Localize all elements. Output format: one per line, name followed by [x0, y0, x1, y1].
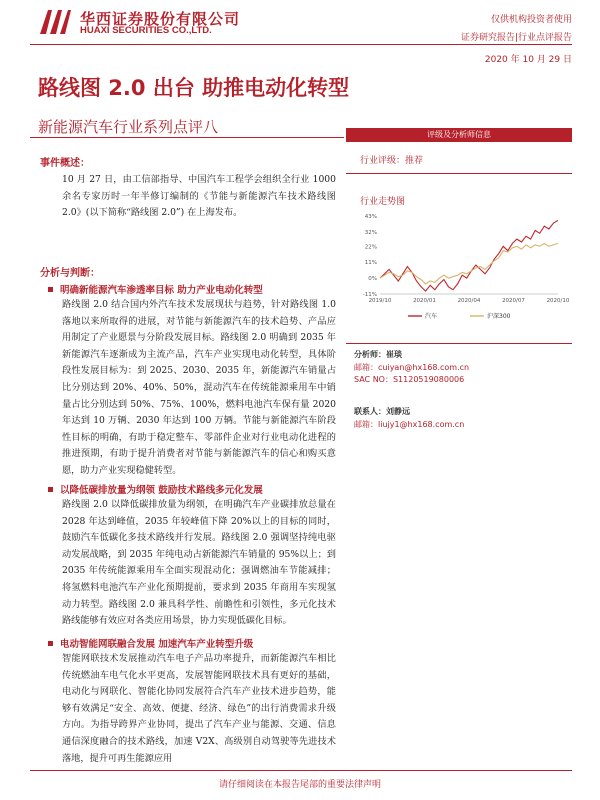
- industry-rating: 行业评级：推荐: [360, 156, 424, 166]
- report-title: 路线图 2.0 出台 助推电动化转型: [38, 76, 350, 100]
- trend-chart-label: 行业走势图: [360, 197, 406, 207]
- report-date: 2020 年 10 月 29 日: [484, 55, 572, 65]
- legal-notice[interactable]: 请仔细阅读在本报告尾部的重要法律声明: [218, 780, 381, 790]
- bullet-icon: [48, 487, 53, 492]
- report-type: 证券研究报告|行业点评报告: [460, 33, 572, 43]
- bullet-heading-3: [48, 636, 253, 650]
- company-name-cn: 华西证券股份有限公司: [80, 10, 241, 28]
- industry-trend-chart: [352, 210, 570, 335]
- sidebar-divider: [346, 173, 572, 174]
- x-tick-label: 2020/01: [413, 298, 436, 304]
- header-divider: [30, 44, 572, 45]
- bullet-heading-2: [48, 482, 263, 496]
- series-line-hs300: [380, 243, 558, 284]
- y-tick-label: -11%: [362, 292, 377, 298]
- footer-divider: [30, 770, 572, 771]
- sidebar-header: 评级及分析师信息: [346, 128, 572, 142]
- bullet-title-2: 以降低碳排放量为纲领 鼓励技术路线多元化发展: [60, 485, 263, 496]
- bullet-title-1: 明确新能源汽车渗透率目标 助力产业电动化转型: [60, 285, 263, 296]
- x-tick-label: 2019/10: [368, 298, 392, 304]
- analyst1-name: 分析师：崔琰: [354, 350, 402, 359]
- y-tick-label: 43%: [364, 214, 377, 220]
- y-tick-label: 22%: [364, 244, 377, 251]
- bullet-icon: [48, 641, 53, 646]
- company-name-en: HUAXI SECURITIES CO.,LTD.: [80, 25, 212, 36]
- bullet-paragraph-2: 路线图 2.0 以降低碳排放量为纲领，在明确汽车产业碳排放总量在 2028 年达到峰值，2035 年较峰值下降 20%以上的目标的同时，鼓励汽车低碳化多技术路线并行发展。路线图 2.0 强调坚持纯电驱动发展战略，到 2035 年纯电动占新能源汽车销量的 95%以上；到 2035 年传统能源乘用车全面实现混动化；强调燃油车节能减排；将氢燃料电池汽车产业化预期提前，要求到 2035 年商用车实现氢动力转型。路线图 2.0 兼具科学性、前瞻性和引领性，多元化技术路线能够有效应对各类应用场景，协力实现低碳化目标。: [62, 499, 336, 627]
- event-heading: 事件概述：: [40, 158, 90, 169]
- bullet-paragraph-3: 智能网联技术发展推动汽车电子产品功率提升，而新能源汽车相比传统燃油车电气化水平更高，发展智能网联技术具有更好的基础，电动化与网联化、智能化协同发展符合汽车产业技术进步趋势，能够有效满足“安全、高效、便捷、经济、绿色”的出行消费需求升级方向。为指导跨界产业协同，提出了汽车产业与能源、交通、信息通信深度融合的技术路线，加速 V2X、高级别自动驾驶等先进技术落地，提升可再生能源应用: [62, 653, 336, 763]
- x-tick-label: 2020/04: [457, 298, 481, 304]
- company-logo: [38, 8, 268, 36]
- y-tick-label: 11%: [364, 260, 377, 267]
- y-tick-label: 32%: [364, 229, 377, 236]
- event-paragraph: 10 月 27 日，由工信部指导、中国汽车工程学会组织全行业 1000 余名专家历时一年半修订编制的《节能与新能源汽车技术路线图 2.0》(以下简称“路线图 2.0”) 在上海发布。: [62, 174, 336, 219]
- legend-label: 汽车: [425, 313, 438, 320]
- analyst2-name: 联系人：刘静远: [354, 407, 410, 416]
- bullet-paragraph-1: 路线图 2.0 结合国内外汽车技术发展现状与趋势，针对路线图 1.0 落地以来所取得的进展，对节能与新能源汽车的技术趋势、产品应用制定了产业愿景与分阶段发展目标。路线图 2.0 明确到 2035 年新能源汽车逐渐成为主流产品，汽车产业实现电动化转型，具体阶段性发展目标为：到 2025、2030、2035 年，新能源汽车销量占比分别达到 20%、40%、50%，混动汽车在传统能源乘用车中销量占比分别达到 50%、75%、100%，燃料电池汽车保有量 2020 年达到 10 万辆、2030 年达到 100 万辆。节能与新能源汽车阶段性目标的明确，有助于稳定整车、零部件企业对行业电动化进程的推进预期，有助于提升消费者对节能与新能源汽车的信心和购买意愿，助力产业实现稳健转型。: [62, 299, 336, 476]
- analysis-heading: 分析与判断：: [40, 268, 100, 279]
- x-tick-label: 2020/10: [546, 298, 570, 304]
- y-tick-label: 0%: [368, 276, 377, 283]
- logo-mark-icon: [38, 8, 72, 36]
- bullet-icon: [48, 287, 53, 292]
- report-subtitle: 新能源汽车行业系列点评八: [38, 118, 219, 136]
- analyst1-sac: SAC NO：S1120519080006: [354, 375, 465, 384]
- analyst2-email[interactable]: 邮箱：liujy1@hx168.com.cn: [354, 420, 465, 429]
- bullet-title-3: 电动智能网联融合发展 加速汽车产业转型升级: [60, 639, 254, 650]
- legend-label: 沪深300: [487, 313, 511, 320]
- subtitle-divider: [30, 137, 344, 138]
- x-tick-label: 2020/07: [502, 298, 525, 304]
- sidebar-divider: [346, 343, 572, 344]
- audience-note: 仅供机构投资者使用: [490, 15, 572, 25]
- series-line-auto: [380, 220, 558, 291]
- analyst1-email[interactable]: 邮箱：cuiyan@hx168.com.cn: [354, 363, 470, 372]
- bullet-heading-1: [48, 282, 263, 296]
